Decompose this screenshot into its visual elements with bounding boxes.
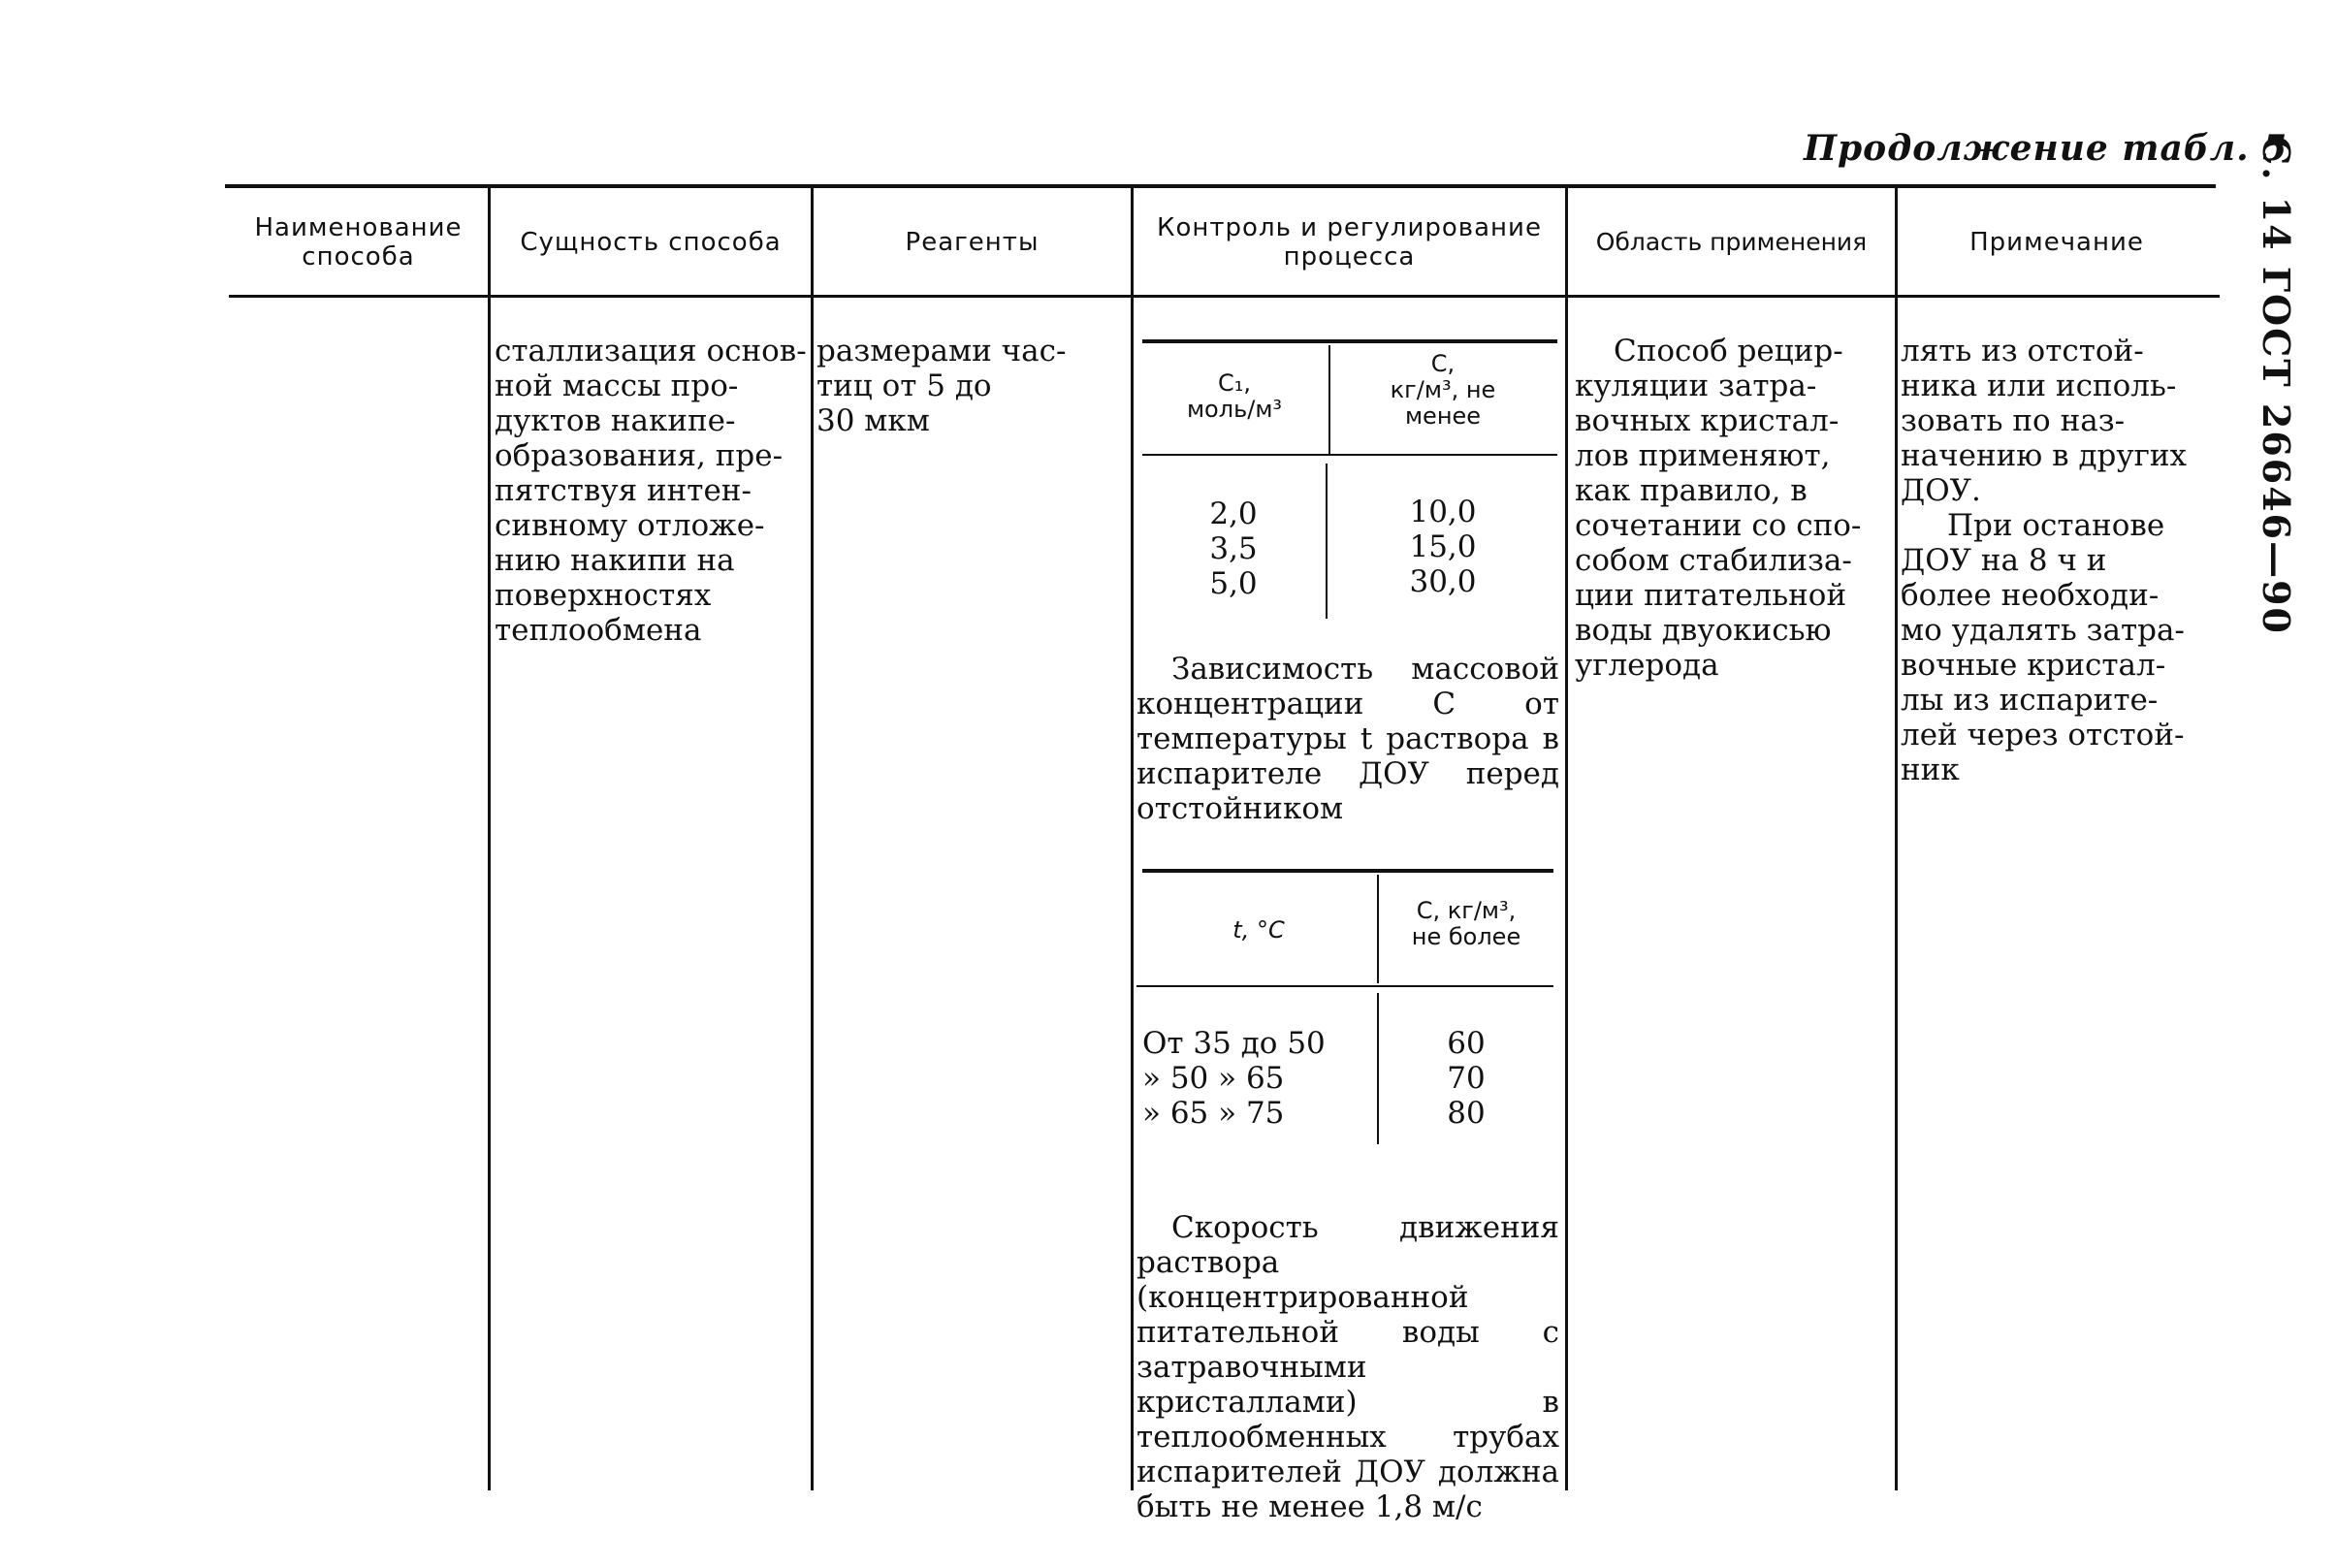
subtable2-top-rule	[1142, 869, 1553, 873]
subtable1-col2-values: 10,0 15,0 30,0	[1409, 495, 1477, 599]
header-control: Контроль и регулирование процесса	[1157, 213, 1542, 272]
col-divider-2	[811, 186, 814, 1490]
subtable2-col1-values: От 35 до 50 » 50 » 65 » 65 » 75	[1142, 1026, 1326, 1131]
subtable1-col1-header: C₁, моль/м³	[1186, 369, 1283, 423]
cell-notes-2: При останове ДОУ на 8 ч и более необходи- мо удалять затра- вочные кристал- лы из испарите- лей через отстой- ник	[1901, 508, 2185, 787]
subtable2-col1-header: t, °C	[1232, 916, 1285, 944]
subtable2-header-rule	[1136, 985, 1553, 987]
subtable2-col2-header: C, кг/м³, не более	[1411, 897, 1521, 950]
subtable1-header-rule	[1142, 454, 1557, 456]
cell-reagents: размерами час- тиц от 5 до 30 мкм	[816, 334, 1067, 438]
subtable1-col2-header: C, кг/м³, не менее	[1390, 350, 1496, 430]
dependency-caption: Зависимость массовой концентрации C от температуры t раствора в испарителе ДОУ перед отстойником	[1136, 652, 1559, 826]
subtable1-col1-values: 2,0 3,5 5,0	[1209, 496, 1258, 601]
col-divider-4	[1565, 186, 1568, 1490]
subtable1-divider-body	[1326, 464, 1328, 619]
header-reagents: Реагенты	[905, 228, 1040, 257]
cell-area: Способ рецир- куляции затра- вочных кристал- лов применяют, как правило, в сочетании со спо- собом стабилиза- ции питательной воды двуокисью углерода	[1575, 334, 1862, 683]
subtable1-top-rule	[1142, 339, 1557, 343]
header-method-name: Наименование способа	[254, 213, 463, 272]
cell-notes: лять из отстой- ника или исполь- зовать по наз- начению в других ДОУ.	[1901, 334, 2188, 508]
header-essence: Сущность способа	[520, 228, 782, 257]
speed-requirement-text: Скорость движения раствора (концентрированной питательной воды с затравочными кристаллами) в теплообменных трубах испарителей ДОУ должна быть не менее 1,8 м/с	[1136, 1210, 1559, 1524]
continuation-label: Продолжение табл. 5	[1804, 128, 2288, 169]
subtable2-col2-values: 60 70 80	[1447, 1026, 1486, 1131]
cell-essence: сталлизация основ- ной массы про- дуктов накипе- образования, пре- пятствуя интен- сивному отложе- нию накипи на поверхностях теплообмена	[495, 334, 807, 648]
col-divider-3	[1131, 186, 1134, 1490]
table-header-rule	[229, 295, 2220, 298]
header-notes: Примечание	[1969, 228, 2144, 257]
col-divider-1	[488, 186, 491, 1490]
side-label-text: С. 14 ГОСТ 26646—90	[2255, 136, 2298, 635]
col-divider-5	[1895, 186, 1898, 1490]
table-top-rule	[225, 184, 2216, 188]
page-side-label	[2248, 136, 2302, 635]
subtable2-divider	[1377, 875, 1379, 983]
header-area: Область применения	[1595, 228, 1868, 256]
